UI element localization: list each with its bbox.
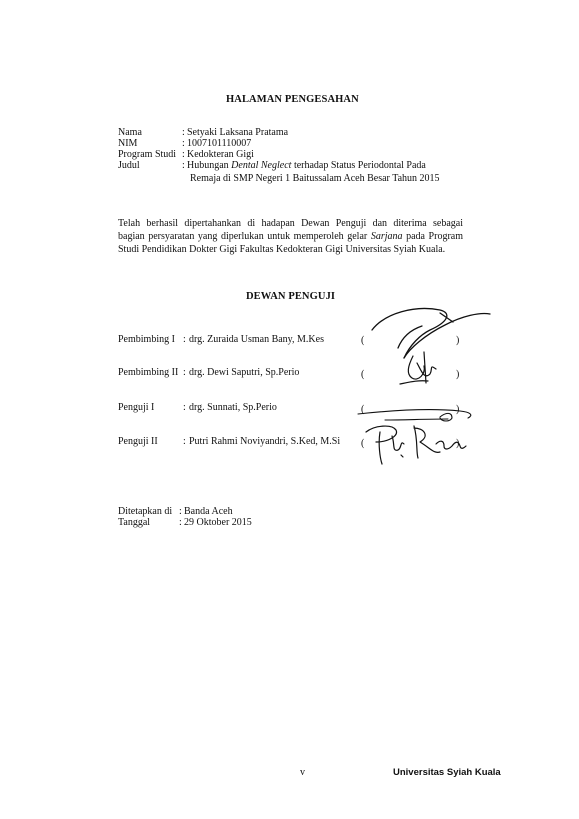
identity-sep: : (182, 160, 185, 171)
examiner-name: drg. Sunnati, Sp.Perio (189, 402, 277, 413)
tanggal-value: 29 Oktober 2015 (184, 517, 252, 528)
page-number: v (300, 767, 305, 778)
page-title: HALAMAN PENGESAHAN (226, 94, 359, 105)
handwritten-signature-1 (372, 309, 490, 358)
footer-institution: Universitas Syiah Kuala (393, 767, 501, 778)
judul-text: terhadap Status Periodontal Pada (291, 160, 426, 171)
examiner-sep: : (183, 402, 186, 413)
signature-paren-open: ( (361, 404, 365, 415)
section-title: DEWAN PENGUJI (246, 291, 336, 302)
examiner-sep: : (183, 436, 186, 447)
paragraph-line-3: Studi Pendidikan Dokter Gigi Fakultas Kedokteran Gigi Universitas Syiah Kuala. (118, 244, 446, 255)
identity-sep: : (182, 138, 185, 149)
ditetapkan-label: Ditetapkan di (118, 506, 173, 517)
paragraph-italic-term: Sarjana (370, 231, 403, 242)
identity-label-nim: NIM (118, 138, 138, 149)
handwritten-signature-3 (358, 410, 471, 421)
paragraph-text: pada Program (402, 231, 463, 242)
signature-paren-open: ( (361, 369, 365, 380)
identity-value-nama: Setyaki Laksana Pratama (187, 127, 289, 138)
signature-paren-close: ) (456, 404, 460, 415)
examiner-role: Penguji I (118, 402, 155, 413)
signature-paren-close: ) (456, 335, 460, 346)
identity-label-nama: Nama (118, 127, 142, 138)
ditetapkan-sep: : (179, 506, 182, 517)
examiner-name: drg. Zuraida Usman Bany, M.Kes (189, 334, 324, 345)
examiner-name: drg. Dewi Saputri, Sp.Perio (189, 367, 300, 378)
identity-sep: : (182, 127, 185, 138)
tanggal-label: Tanggal (118, 517, 151, 528)
signature-paren-open: ( (361, 438, 365, 449)
identity-label-program: Program Studi (118, 149, 177, 160)
identity-value-nim: 1007101110007 (187, 138, 252, 149)
signature-paren-open: ( (361, 335, 365, 346)
identity-value-program: Kedokteran Gigi (187, 149, 254, 160)
paragraph-text: bagian persyaratan yang diperlukan untuk memperoleh gelar (118, 231, 371, 242)
judul-text: Hubungan (187, 160, 232, 171)
identity-sep: : (182, 149, 185, 160)
signature-paren-close: ) (456, 369, 460, 380)
ditetapkan-value: Banda Aceh (184, 506, 233, 517)
examiner-role: Pembimbing I (118, 334, 175, 345)
paragraph-line-1: Telah berhasil dipertahankan di hadapan Dewan Penguji dan diterima sebagai (118, 218, 463, 229)
judul-line-2: Remaja di SMP Negeri 1 Baitussalam Aceh Besar Tahun 2015 (190, 173, 440, 184)
tanggal-sep: : (179, 517, 182, 528)
judul-italic-term: Dental Neglect (231, 160, 292, 171)
examiner-role: Pembimbing II (118, 367, 179, 378)
examiner-name: Putri Rahmi Noviyandri, S.Ked, M.Si (189, 436, 341, 447)
signature-paren-close: ) (456, 438, 460, 449)
examiner-sep: : (183, 334, 186, 345)
examiner-role: Penguji II (118, 436, 158, 447)
identity-label-judul: Judul (118, 160, 140, 171)
handwritten-signature-4 (366, 426, 466, 464)
examiner-sep: : (183, 367, 186, 378)
